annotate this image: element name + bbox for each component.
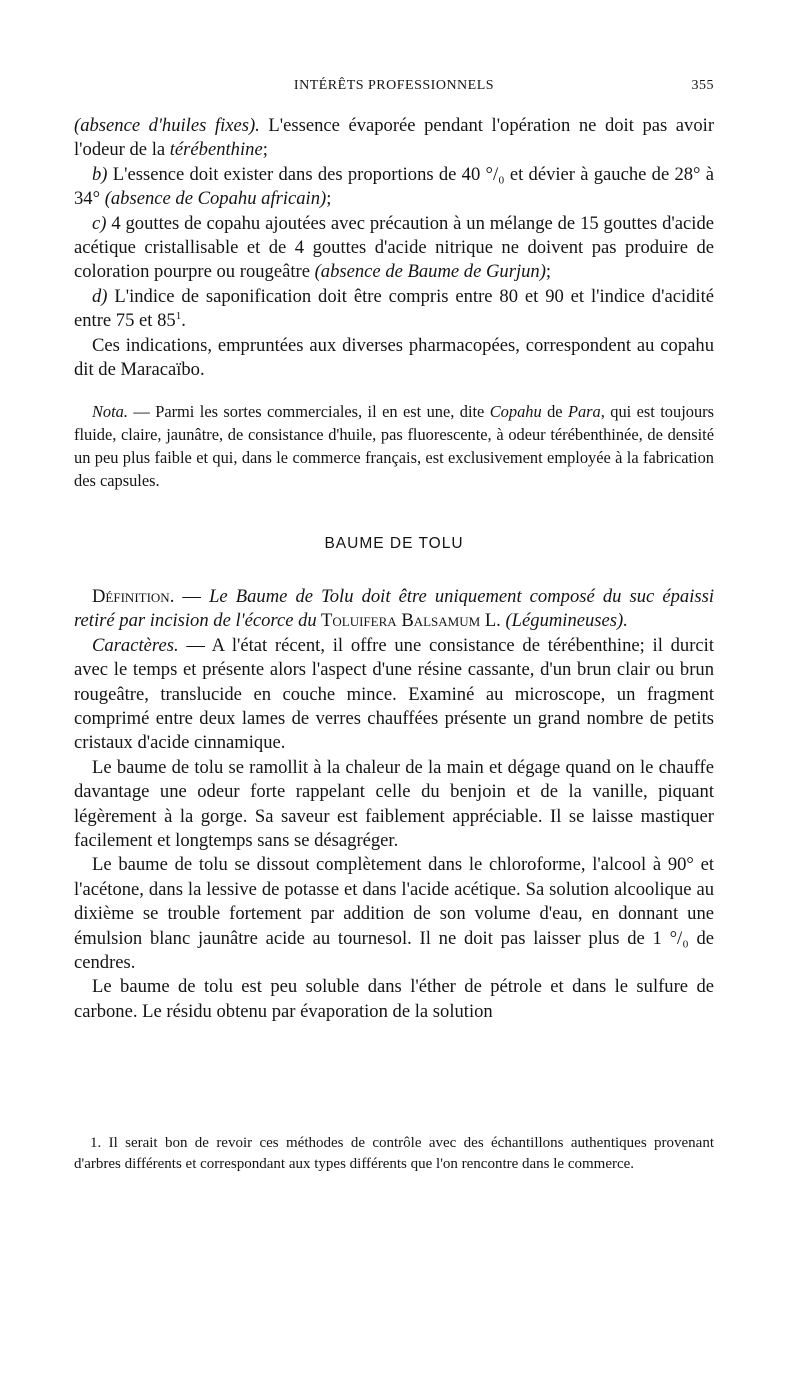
text-span: , qui est toujours fluide, claire, jaunâtre, de consistance d'huile, pas fluorescente, à odeur térébenthinée, de densité un peu plus faible et qui, dans le commerce français, est exclusivement employée à la fabrication des capsules. [74,402,714,491]
text-span: ; [262,139,268,161]
running-header [74,78,714,98]
footnote-text: Il serait bon de revoir ces méthodes de contrôle avec des échantillons authentiques provenant d'arbres différents et correspondant aux types différents que l'on rencontre dans le commerce. [74,1135,714,1172]
italic-text: (Légumineuses). [505,610,628,632]
footnote-ref: 1 [175,310,182,323]
footnote [74,1133,714,1175]
item-marker: d) [92,285,108,307]
paragraph-b [74,163,714,212]
italic-text: Copahu [489,402,542,422]
text-span: L'essence doit exister dans des proportions de 40 °/₀ et dévier à gauche de 28° à 34° [74,163,714,210]
text-span: L'essence évaporée pendant l'opération ne doit pas avoir l'odeur de la [74,115,715,161]
running-title: INTÉRÊTS PROFESSIONNELS [293,78,495,93]
paragraph-d [74,285,714,334]
caracteres-label: Caractères. [92,634,179,656]
paragraph-ramollit: Le baume de tolu se ramollit à la chaleur de la main et dégage quand on le chauffe davantage une odeur forte rappelant celle du benjoin et de la vanille, piquant légèrement à la gorge. Sa saveur est faiblement appréciable. Il se laisse mastiquer facilement et longtemps sans se désagréger. [74,756,714,851]
text-span: — Parmi les sortes commerciales, il en est une, dite [127,402,490,422]
text-span: — [174,585,210,607]
caracteres-paragraph [74,634,714,756]
paragraph-c [74,212,714,285]
italic-text: térébenthine [169,139,263,161]
page-number: 355 [691,78,714,93]
paragraph-essence-odeur [74,114,714,163]
text-span: ; [326,188,332,210]
section-title: BAUME DE TOLU [324,535,464,553]
text-span: L. [480,610,506,632]
italic-text: Para [567,402,601,422]
definition-label: Définition. [92,585,175,607]
footnote-number: 1. [90,1135,102,1151]
text-span: . [181,310,186,332]
text-span: de [541,402,568,422]
paragraph-indications: Ces indications, empruntées aux diverses pharmacopées, correspondent au copahu dit de Maracaïbo. [74,334,714,381]
paragraph-dissout: Le baume de tolu se dissout complètement dans le chloroforme, l'alcool à 90° et l'acétone, dans la lessive de potasse et dans l'acide acétique. Sa solution alcoolique au dixième se trouble fortement par addition de son volume d'eau, en donnant une émulsion blanc jaunâtre acide au tournesol. Il ne doit pas laisser plus de 1 °/₀ de cendres. [74,854,714,973]
body-text [74,114,714,1024]
italic-text: (absence de Baume de Gurjun) [314,261,546,283]
item-marker: c) [92,212,107,234]
definition-paragraph [74,585,714,634]
italic-text: Le Baume de Tolu doit être uniquement composé du suc épaissi retiré par incision de l'écorce du [74,585,714,632]
italic-text: (absence d'huiles fixes). [74,115,260,136]
text-span: ; [545,261,552,283]
text-span: L'indice de saponification doit être compris entre 80 et 90 et l'indice d'acidité entre 75 et 85 [74,285,714,332]
nota-paragraph [74,400,714,492]
text-span: 4 gouttes de copahu ajoutées avec précaution à un mélange de 15 gouttes d'acide acétique cristallisable et de 4 gouttes d'acide nitrique ne doivent pas produire de coloration pourpre ou rougeâtre [74,212,714,283]
nota-label: Nota. [92,402,128,422]
paragraph-peu-soluble: Le baume de tolu est peu soluble dans l'éther de pétrole et dans le sulfure de carbone. Le résidu obtenu par évaporation de la solution [74,976,714,1022]
italic-text: (absence de Copahu africain) [104,188,327,210]
species-name: Toluifera Balsamum [316,610,481,632]
text-span: — A l'état récent, il offre une consistance de térébenthine; il durcit avec le temps et présente alors l'aspect d'une résine cassante, d'un brun clair ou brun rougeâtre, translucide en couche mince. Examiné au microscope, un fragment comprimé entre deux lames de verres chauffées présente un grand nombre de petits cristaux d'acide cinnamique. [74,634,714,754]
item-marker: b) [92,163,108,185]
